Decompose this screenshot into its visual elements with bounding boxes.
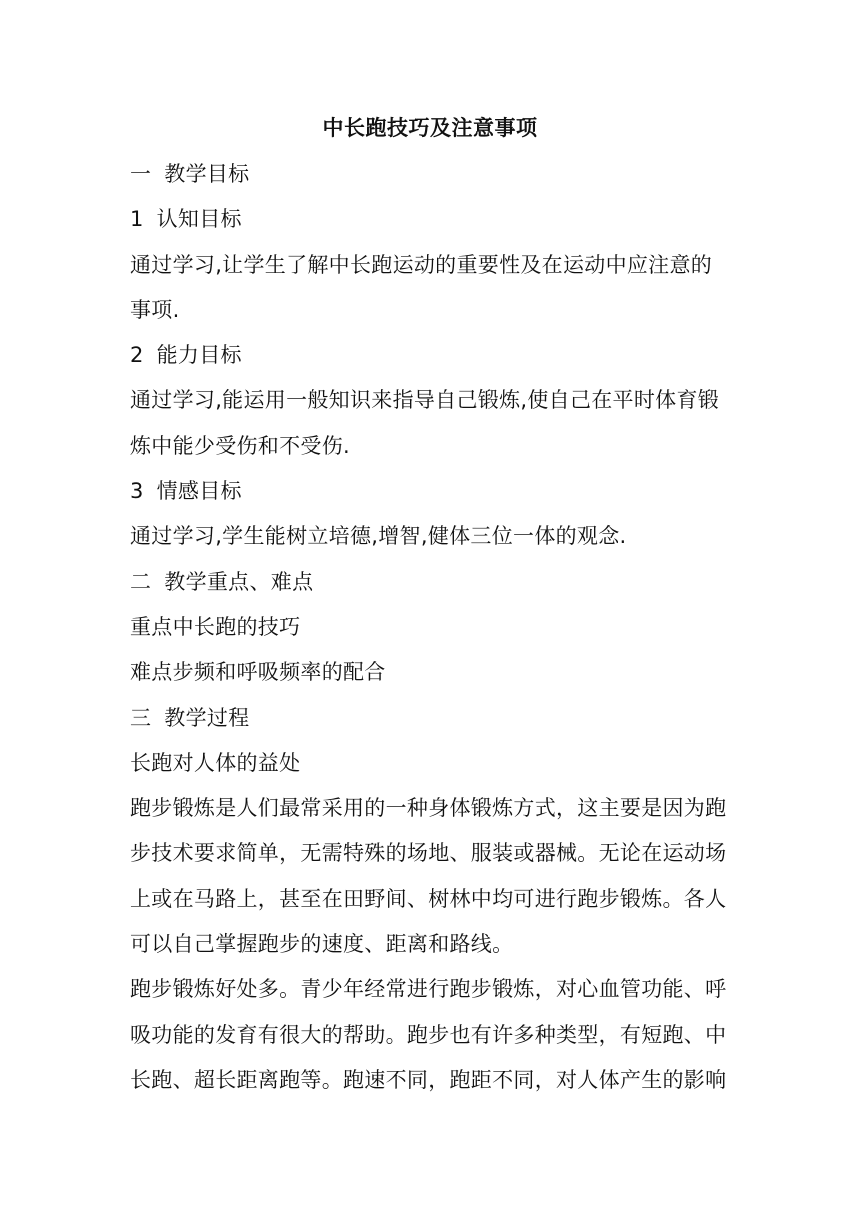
paragraph-line: 吸功能的发育有很大的帮助。跑步也有许多种类型，有短跑、中 [130, 1022, 727, 1047]
subheading-benefits: 长跑对人体的益处 [130, 750, 301, 775]
paragraph-line: 跑步锻炼是人们最常采用的一种身体锻炼方式，这主要是因为跑 [130, 796, 727, 821]
subheading-cognitive-goal: 1 认知目标 [130, 207, 242, 232]
paragraph-line: 步技术要求简单，无需特殊的场地、服装或器械。无论在运动场 [130, 841, 727, 866]
paragraph-line: 炼中能少受伤和不受伤. [130, 433, 350, 458]
paragraph-line: 事项. [130, 297, 180, 322]
paragraph-line: 通过学习,能运用一般知识来指导自己锻炼,使自己在平时体育锻 [130, 388, 720, 413]
paragraph-line: 上或在马路上，甚至在田野间、树林中均可进行跑步锻炼。各人 [130, 886, 727, 911]
subheading-ability-goal: 2 能力目标 [130, 343, 242, 368]
section-heading-process: 三 教学过程 [130, 705, 250, 730]
subheading-emotional-goal: 3 情感目标 [130, 479, 242, 504]
section-heading-key-points: 二 教学重点、难点 [130, 569, 314, 594]
page-title: 中长跑技巧及注意事项 [322, 116, 538, 140]
section-heading-objectives: 一 教学目标 [130, 162, 250, 186]
paragraph-line: 重点中长跑的技巧 [130, 614, 301, 639]
paragraph-line: 通过学习,学生能树立培德,增智,健体三位一体的观念. [130, 524, 627, 549]
document-body [130, 152, 730, 1103]
paragraph-line: 可以自己掌握跑步的速度、距离和路线。 [130, 932, 514, 957]
paragraph-line: 长跑、超长距离跑等。跑速不同，跑距不同，对人体产生的影响 [130, 1067, 727, 1092]
paragraph-line: 难点步频和呼吸频率的配合 [130, 660, 386, 685]
paragraph-line: 跑步锻炼好处多。青少年经常进行跑步锻炼，对心血管功能、呼 [130, 977, 727, 1002]
paragraph-line: 通过学习,让学生了解中长跑运动的重要性及在运动中应注意的 [130, 252, 713, 277]
